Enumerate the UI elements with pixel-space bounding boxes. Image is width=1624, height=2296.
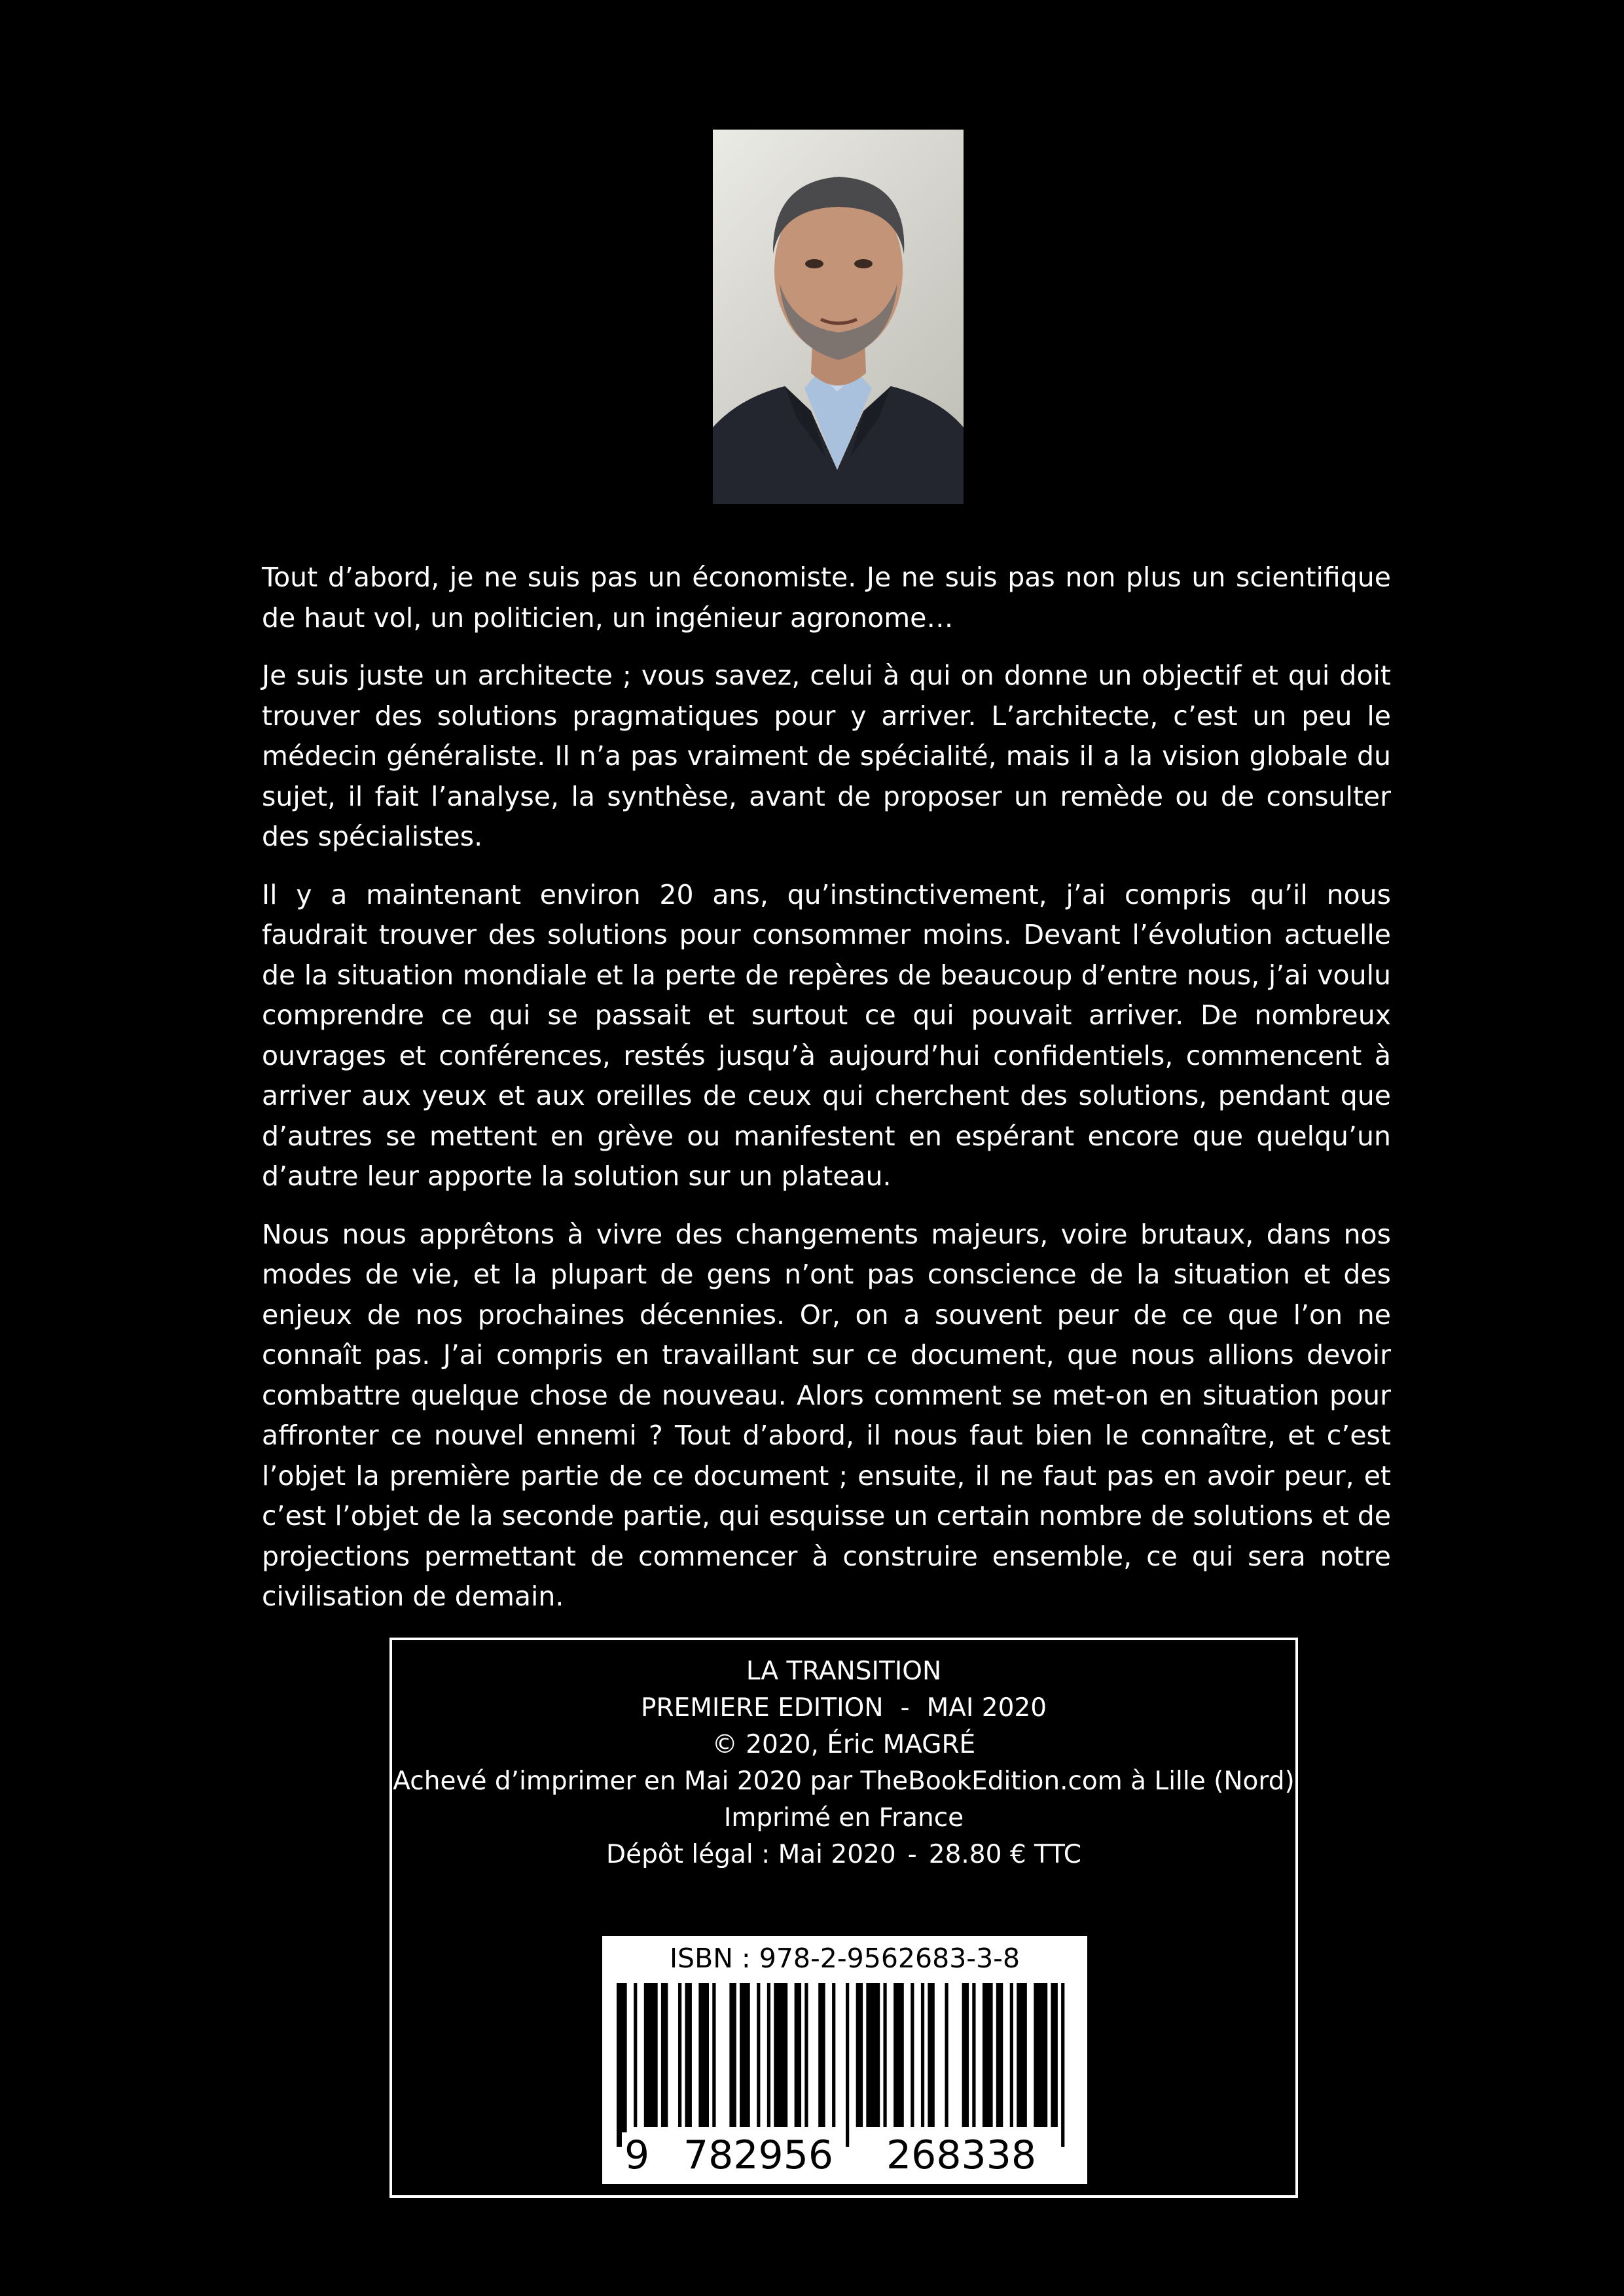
barcode-bar	[972, 1983, 975, 2127]
barcode-bar	[928, 1983, 934, 2127]
barcode-bar	[757, 1983, 760, 2127]
paragraph: Nous nous apprêtons à vivre des changements majeurs, voire brutaux, dans nos modes de vie, et la plupart de gens n’ont pas conscience de la situation et des enjeux de nos prochaines décennies. Or, on a souvent peur de ce que l’on ne connaît pas. J’ai compris en travaillant sur ce document, que nous allions devoir combattre quelque chose de nouveau. Alors comment se met-on en situation pour affronter ce nouvel ennemi ? Tout d’abord, il nous faut bien le connaître, et c’est l’objet la première partie de ce document ; ensuite, il ne faut pas en avoir peur, et c’est l’objet de la seconde partie, qui esquisse un certain nombre de solutions et de projections permettant de commencer à construire ensemble, ce qui sera notre civilisation de demain.	[262, 1218, 1391, 1612]
barcode-bar	[883, 1983, 886, 2127]
barcode-bar	[921, 1983, 924, 2127]
edition-label: PREMIERE EDITION	[640, 1693, 884, 1723]
barcode-bar	[893, 1983, 904, 2127]
author-photo	[713, 130, 964, 504]
barcode-bar	[712, 1983, 715, 2127]
barcode-bar	[774, 1983, 787, 2127]
colophon-text	[392, 1653, 1295, 1873]
barcode-bar	[1017, 1983, 1027, 2127]
barcode-bars	[617, 1983, 1075, 2147]
barcode-bar	[1061, 1983, 1064, 2147]
isbn-label: ISBN : 978-2-9562683-3-8	[669, 1943, 1020, 1974]
barcode-bar	[911, 1983, 914, 2127]
barcode-bar	[634, 1983, 637, 2127]
barcode-bar	[856, 1983, 863, 2127]
barcode-bar	[818, 1983, 825, 2127]
barcode-bar	[795, 1983, 801, 2127]
price-value: 28.80	[928, 1840, 1002, 1869]
legal-deposit-line	[392, 1837, 1295, 1873]
barcode-bar	[685, 1983, 691, 2127]
paragraph: Je suis juste un architecte ; vous savez, celui à qui on donne un objectif et qui doit trouver des solutions pragmatiques pour y arriver. L’architecte, c’est un peu le médecin généraliste. Il n’a pas vraiment de spécialité, mais il a la vision globale du sujet, il fait l’analyse, la synthèse, avant de proposer un remède ou de consulter des spécialistes.	[262, 660, 1391, 852]
barcode-bar	[729, 1983, 736, 2127]
edition-line	[392, 1690, 1295, 1727]
colophon-box	[389, 1638, 1298, 2198]
printing-line: Achevé d’imprimer en Mai 2020 par TheBookEdition.com à Lille (Nord)	[393, 1767, 1295, 1796]
author-introduction	[262, 558, 1391, 1635]
barcode-bar	[767, 1983, 770, 2127]
edition-date: MAI 2020	[926, 1693, 1047, 1723]
barcode-bar	[996, 1983, 1003, 2127]
paragraph: Tout d’abord, je ne suis pas un économiste. Je ne suis pas non plus un scientifique de haut vol, un politicien, un ingénieur agronome…	[262, 562, 1391, 634]
author-portrait-illustration	[713, 130, 964, 504]
barcode-bar	[832, 1983, 835, 2127]
barcode-bar	[1034, 1983, 1047, 2127]
book-title: LA TRANSITION	[746, 1657, 942, 1686]
barcode-bar	[846, 1983, 849, 2147]
barcode-bar	[866, 1983, 880, 2127]
price-unit: € TTC	[1009, 1840, 1081, 1869]
price-separator: -	[907, 1840, 917, 1869]
paragraph: Il y a maintenant environ 20 ans, qu’instinctivement, j’ai compris qu’il nous faudrait trouver des solutions pour consommer moins. Devant l’évolution actuelle de la situation mondiale et la perte de repères de beaucoup d’entre nous, j’ai voulu comprendre ce qui se passait et surtout ce qui pouvait arriver. De nombreux ouvrages et conférences, restés jusqu’à aujourd’hui confidentiels, commencent à arriver aux yeux et aux oreilles de ceux qui cherchent des solutions, pendant que d’autres se mettent en grève ou manifestent en espérant encore que quelqu’un d’autre leur apporte la solution sur un plateau.	[262, 878, 1391, 1192]
barcode-bar	[962, 1983, 969, 2127]
isbn-barcode	[602, 1936, 1087, 2184]
barcode-bar	[983, 1983, 993, 2127]
barcode-digit-group-1: 782956	[681, 2132, 836, 2178]
barcode-bar	[1051, 1983, 1057, 2127]
barcode-bar	[644, 1983, 658, 2127]
barcode-bar	[661, 1983, 668, 2127]
barcode-digit-first: 9	[622, 2132, 652, 2178]
barcode-digits	[602, 2132, 1087, 2182]
legal-deposit: Dépôt légal : Mai 2020	[606, 1840, 896, 1869]
edition-separator: -	[900, 1693, 910, 1723]
printed-in-line: Imprimé en France	[723, 1803, 964, 1833]
barcode-bar	[698, 1983, 709, 2127]
barcode-bar	[678, 1983, 681, 2127]
copyright-line: © 2020, Éric MAGRÉ	[712, 1730, 976, 1759]
barcode-bar	[804, 1983, 808, 2127]
barcode-bar	[740, 1983, 750, 2127]
barcode-bar	[1010, 1983, 1013, 2127]
barcode-bar	[617, 1983, 627, 2147]
barcode-bar	[945, 1983, 948, 2127]
barcode-digit-group-2: 268338	[884, 2132, 1039, 2178]
